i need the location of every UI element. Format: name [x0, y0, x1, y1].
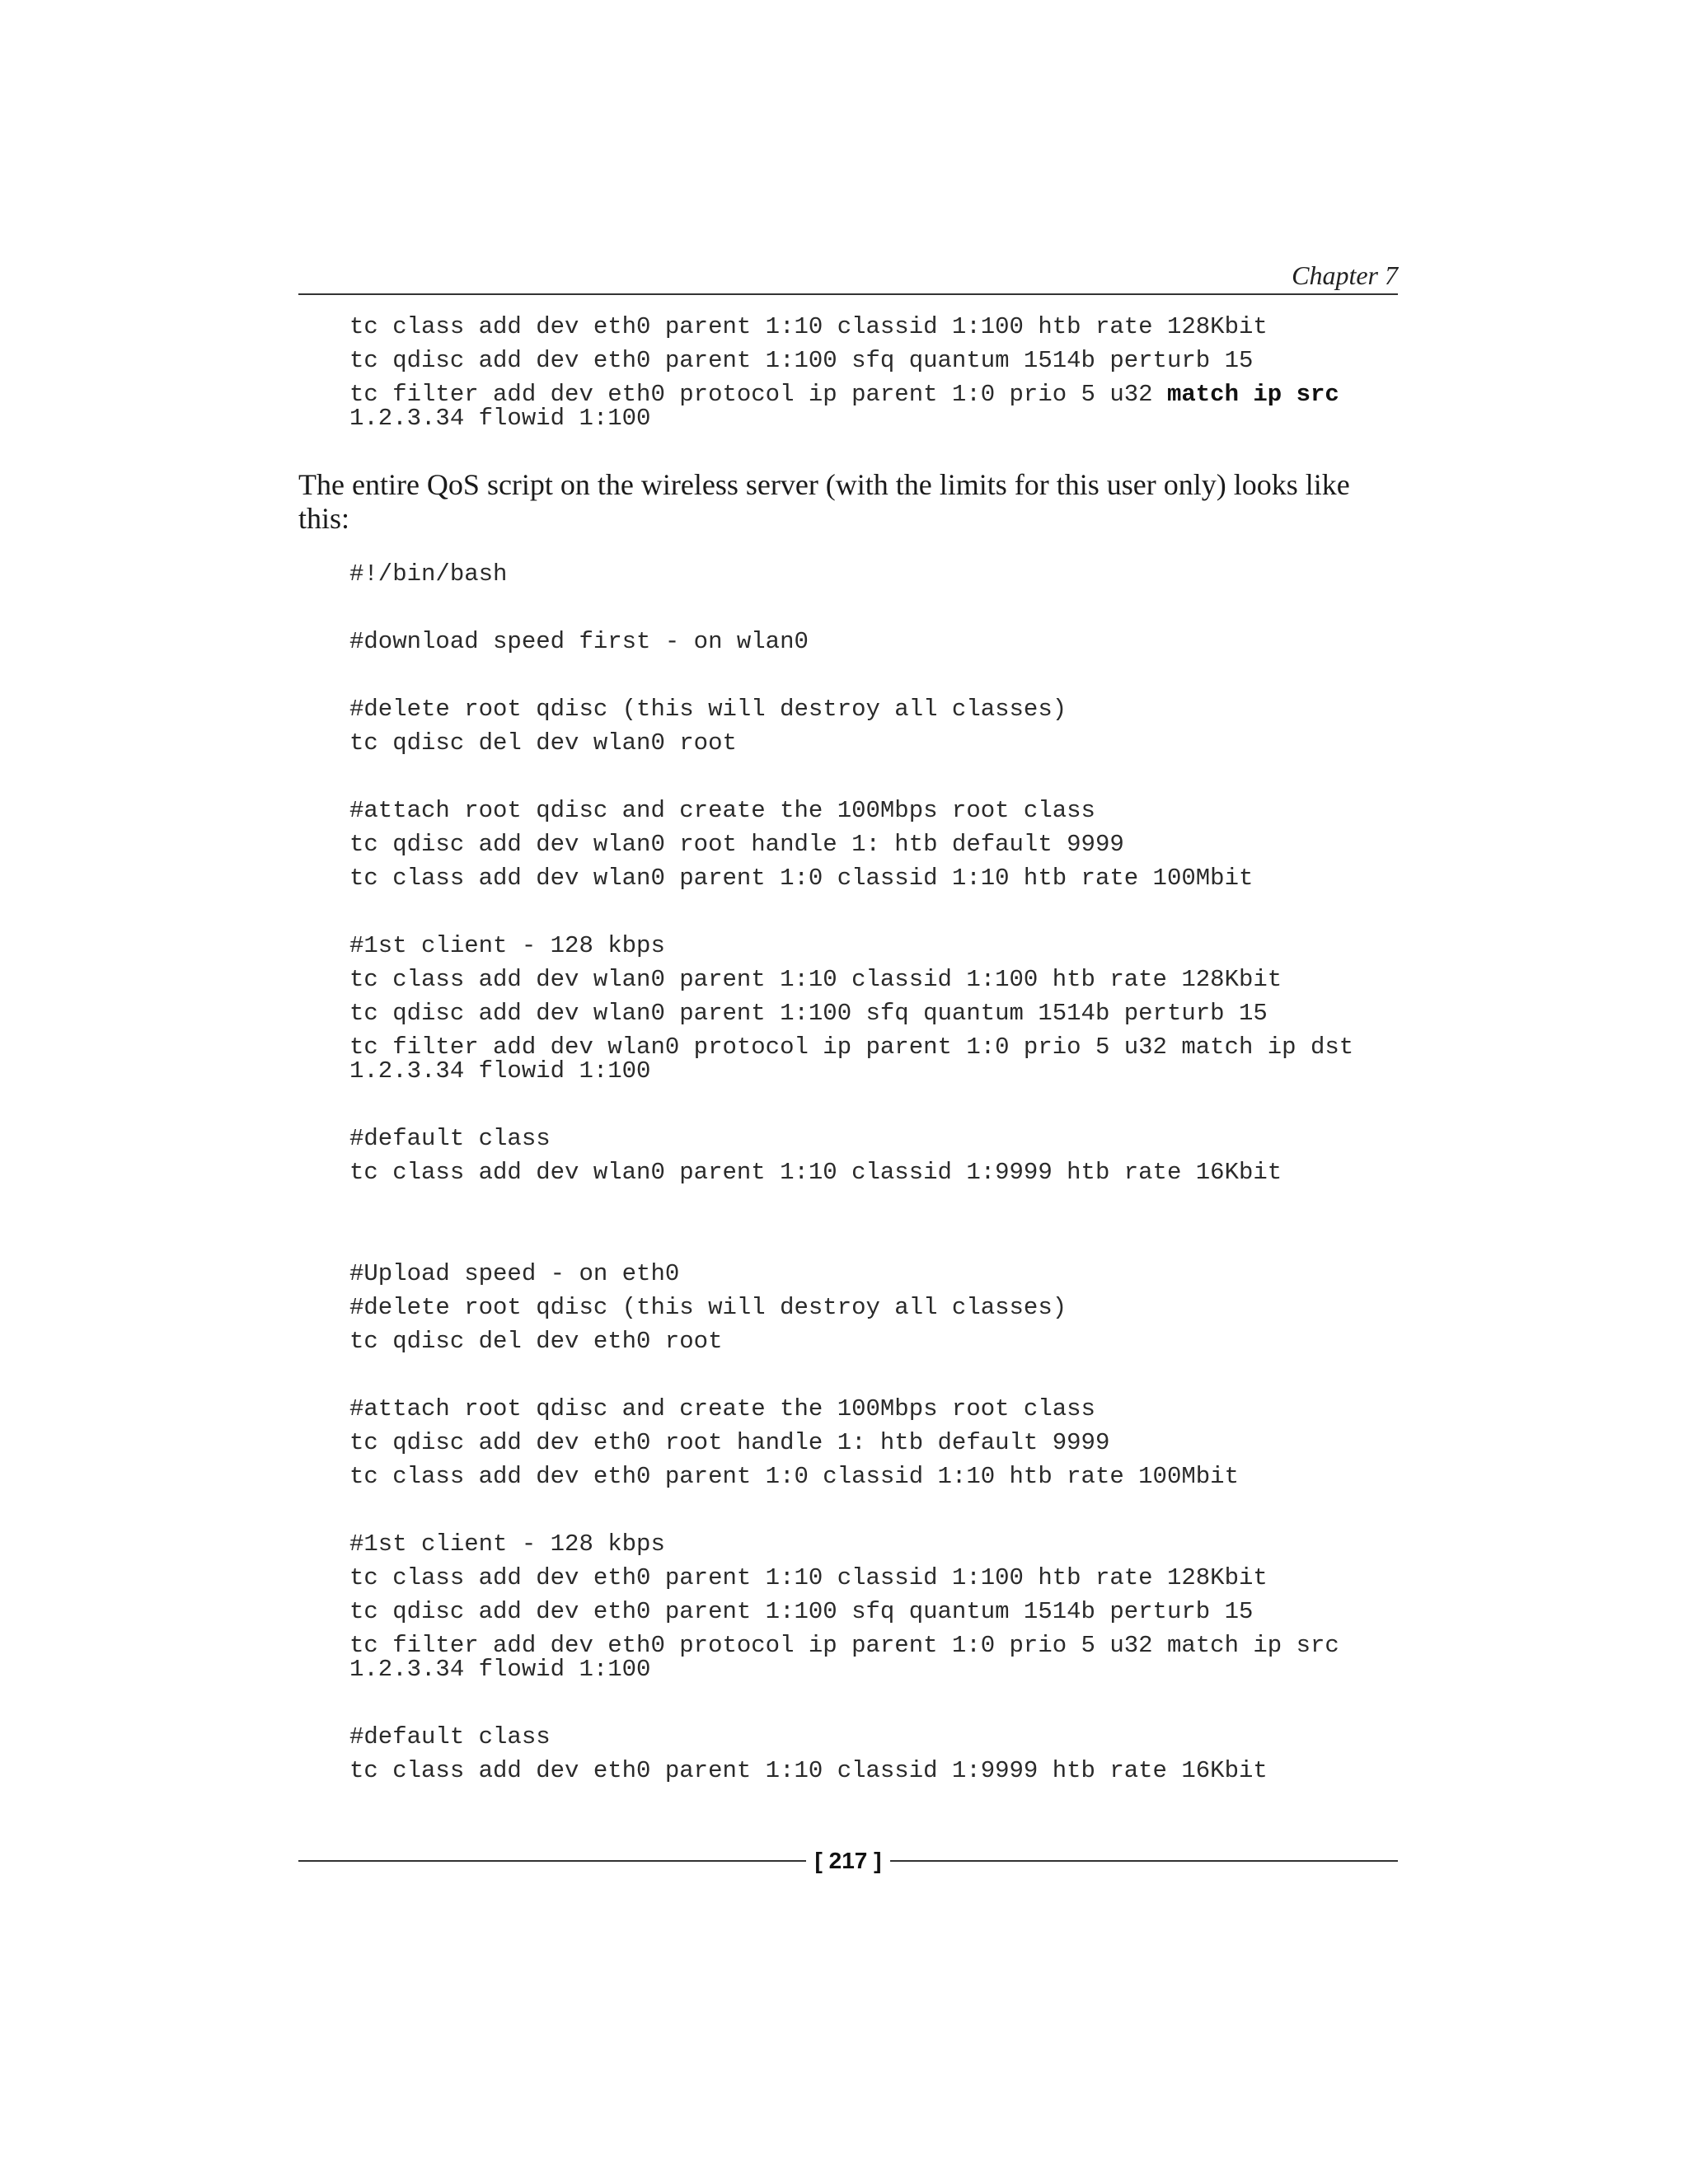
code-line: #1st client - 128 kbps [349, 1530, 665, 1558]
header-rule [298, 293, 1398, 295]
code-line: 1.2.3.34 flowid 1:100 [349, 1057, 651, 1085]
footer-rule-right [890, 1860, 1398, 1862]
code-line: #default class [349, 1125, 551, 1152]
code-line-text: tc filter add dev eth0 protocol ip parent 1:0 prio 5 u32 [349, 381, 1167, 408]
code-line: tc class add dev eth0 parent 1:0 classid 1:10 htb rate 100Mbit [349, 1463, 1239, 1490]
code-line: #Upload speed - on eth0 [349, 1260, 680, 1287]
code-line: #!/bin/bash [349, 560, 508, 588]
code-line: tc filter add dev wlan0 protocol ip parent 1:0 prio 5 u32 match ip dst [349, 1033, 1354, 1061]
code-line: #delete root qdisc (this will destroy all classes) [349, 696, 1067, 723]
running-header-chapter: Chapter 7 [1292, 260, 1398, 290]
code-line: tc qdisc add dev eth0 root handle 1: htb default 9999 [349, 1429, 1110, 1456]
code-line: tc qdisc add dev wlan0 parent 1:100 sfq quantum 1514b perturb 15 [349, 1000, 1268, 1027]
code-line: tc class add dev eth0 parent 1:10 classid 1:100 htb rate 128Kbit [349, 1564, 1268, 1591]
code-line: #attach root qdisc and create the 100Mbps root class [349, 1395, 1095, 1422]
code-bold-highlight: match ip src [1166, 381, 1339, 408]
code-line: tc qdisc del dev wlan0 root [349, 729, 737, 757]
code-line: tc class add dev eth0 parent 1:10 classid 1:9999 htb rate 16Kbit [349, 1757, 1268, 1784]
code-line-continuation: 1.2.3.34 flowid 1:100 [349, 405, 651, 432]
code-line: #attach root qdisc and create the 100Mbps root class [349, 797, 1095, 824]
code-line: tc qdisc add dev wlan0 root handle 1: htb default 9999 [349, 831, 1124, 858]
code-line: #default class [349, 1723, 551, 1750]
code-blank-line [349, 1088, 1353, 1122]
code-line: tc qdisc del dev eth0 root [349, 1328, 723, 1355]
code-block-top [349, 310, 1339, 435]
code-line: tc class add dev eth0 parent 1:10 classid 1:100 htb rate 128Kbit [349, 313, 1268, 340]
code-line: tc class add dev wlan0 parent 1:0 classid 1:10 htb rate 100Mbit [349, 865, 1254, 892]
body-paragraph: The entire QoS script on the wireless server (with the limits for this user only) looks like this: [298, 468, 1350, 535]
code-blank-line [349, 1686, 1353, 1720]
code-blank-line [349, 658, 1353, 692]
code-line: tc class add dev wlan0 parent 1:10 classid 1:100 htb rate 128Kbit [349, 966, 1282, 993]
code-line: 1.2.3.34 flowid 1:100 [349, 1656, 651, 1683]
code-blank-line [349, 591, 1353, 625]
code-blank-line [349, 1189, 1353, 1223]
code-line: #1st client - 128 kbps [349, 932, 665, 959]
footer-rule-left [298, 1860, 806, 1862]
code-blank-line [349, 760, 1353, 794]
code-line: tc qdisc add dev eth0 parent 1:100 sfq quantum 1514b perturb 15 [349, 347, 1254, 374]
code-line: tc qdisc add dev eth0 parent 1:100 sfq quantum 1514b perturb 15 [349, 1598, 1254, 1625]
code-line: tc class add dev wlan0 parent 1:10 classid 1:9999 htb rate 16Kbit [349, 1159, 1282, 1186]
code-line: tc filter add dev eth0 protocol ip parent 1:0 prio 5 u32 match ip src [349, 1632, 1339, 1659]
code-line: #delete root qdisc (this will destroy all classes) [349, 1294, 1067, 1321]
code-blank-line [349, 1223, 1353, 1257]
code-block-qos-script [349, 557, 1353, 1788]
code-blank-line [349, 895, 1353, 929]
code-line: #download speed first - on wlan0 [349, 628, 809, 655]
page-footer [298, 1844, 1398, 1877]
code-blank-line [349, 1493, 1353, 1527]
code-blank-line [349, 1358, 1353, 1392]
page-number: [ 217 ] [814, 1848, 882, 1873]
